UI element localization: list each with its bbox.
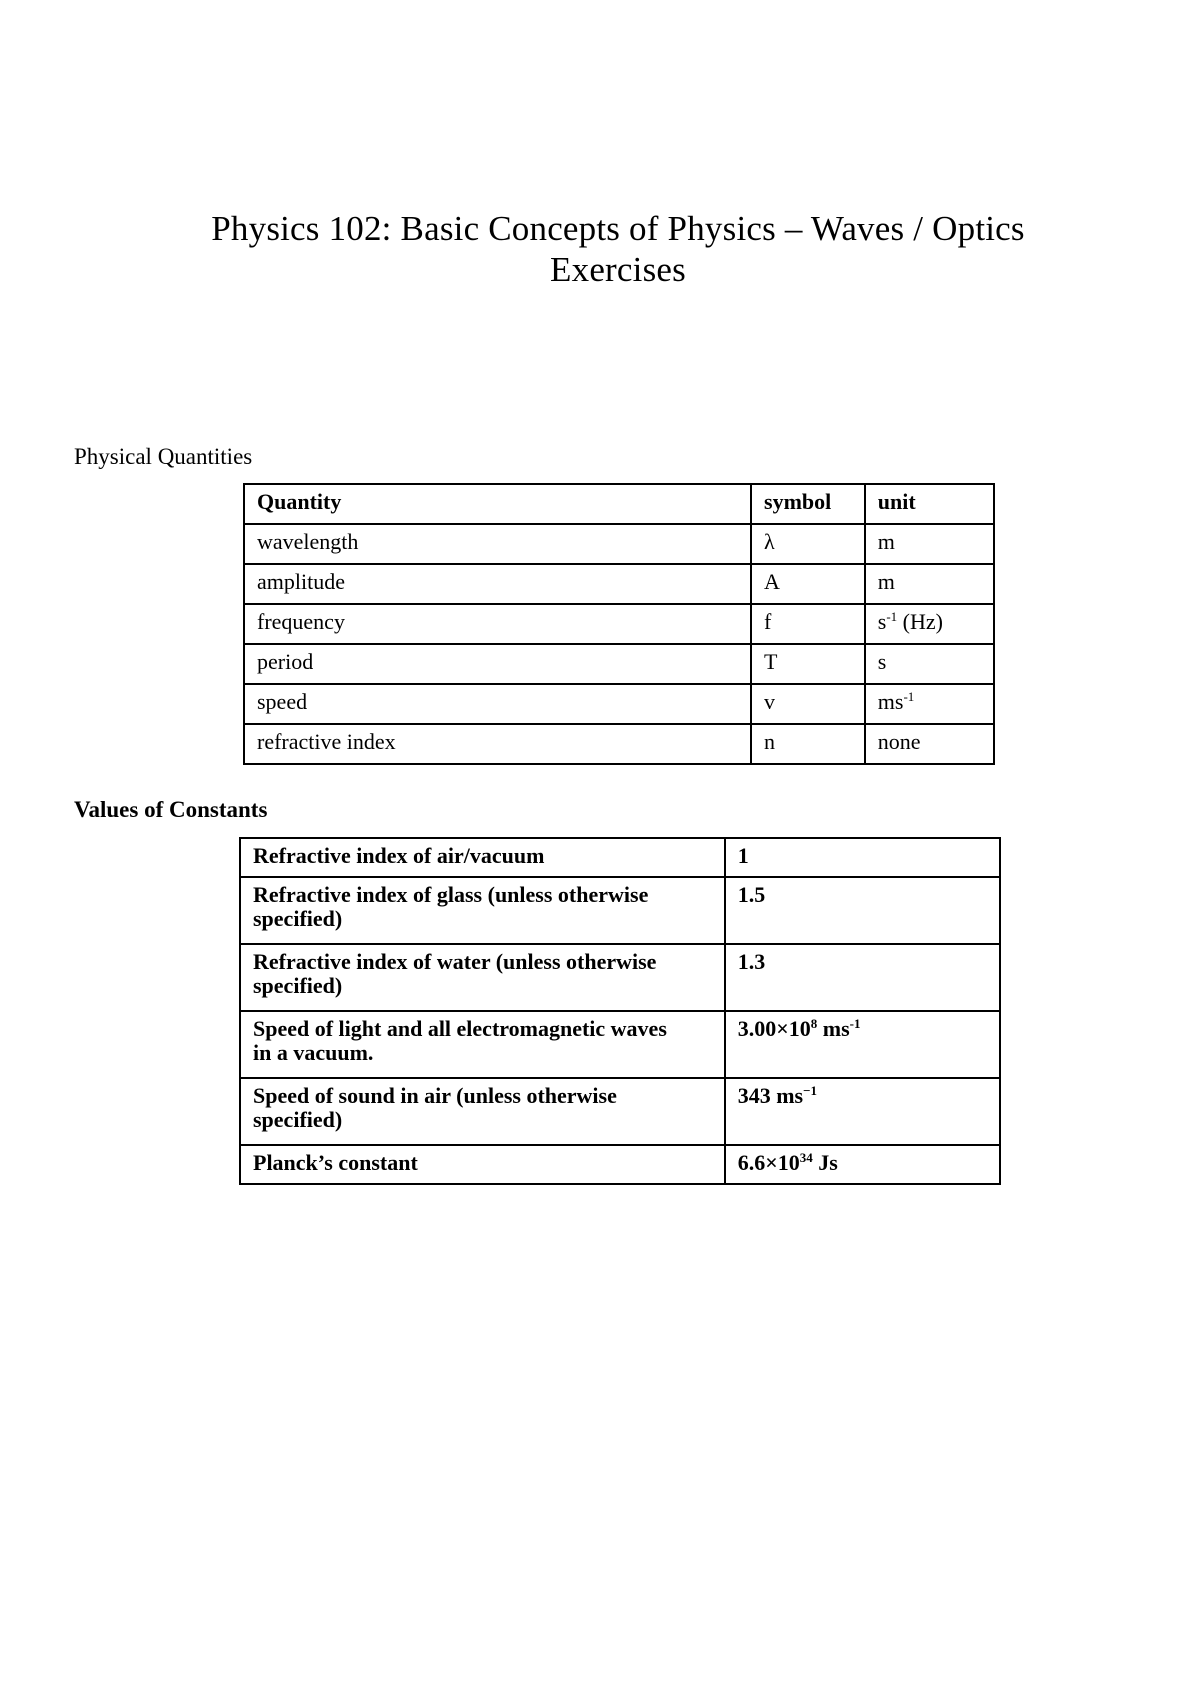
quantity-cell: speed <box>244 684 751 724</box>
constant-name-cell <box>240 838 725 877</box>
quantity-cell: wavelength <box>244 524 751 564</box>
constants-table <box>239 837 1001 1185</box>
unit-base: ms <box>877 689 904 714</box>
unit-cell <box>865 604 994 644</box>
constant-name-line: specified) <box>253 1107 343 1132</box>
constant-name-cell <box>240 877 725 944</box>
constant-name-line: Refractive index of air/vacuum <box>253 843 545 868</box>
table-row <box>240 1078 1000 1145</box>
table-row <box>244 524 994 564</box>
table-row <box>244 564 994 604</box>
quantity-cell: refractive index <box>244 724 751 764</box>
constant-name-line: in a vacuum. <box>253 1040 374 1065</box>
symbol-cell: A <box>751 564 865 604</box>
constant-name-line: Planck’s constant <box>253 1150 418 1175</box>
constant-name-line: Refractive index of glass (unless otherwise <box>253 882 649 907</box>
constant-name-cell <box>240 1078 725 1145</box>
constants-heading: Values of Constants <box>74 797 268 822</box>
physical-quantities-table <box>243 483 995 765</box>
value-exponent: 34 <box>799 1150 813 1165</box>
table-row <box>244 604 994 644</box>
value-base: 343 ms <box>737 1083 804 1108</box>
unit-base: m <box>877 569 895 594</box>
unit-cell <box>865 724 994 764</box>
table-header-row <box>244 484 994 524</box>
symbol-cell: f <box>751 604 865 644</box>
symbol-cell: λ <box>751 524 865 564</box>
table-row <box>244 644 994 684</box>
unit-cell <box>865 644 994 684</box>
constant-value-cell <box>725 1078 1000 1145</box>
value-unit: Js <box>812 1150 838 1175</box>
constant-name-line: specified) <box>253 906 343 931</box>
constant-value-cell <box>725 838 1000 877</box>
column-header-unit: unit <box>865 484 994 524</box>
physical-quantities-heading: Physical Quantities <box>74 444 253 469</box>
unit-suffix: (Hz) <box>897 609 943 634</box>
unit-base: s <box>877 609 887 634</box>
value-base: 1 <box>737 843 749 868</box>
table-row <box>244 684 994 724</box>
table-row <box>240 877 1000 944</box>
value-base: 3.00×10 <box>737 1016 811 1041</box>
table-row <box>244 724 994 764</box>
constant-value-cell <box>725 1011 1000 1078</box>
title-line-2: Exercises <box>550 250 686 289</box>
unit-exponent: -1 <box>886 609 898 624</box>
constant-value-cell <box>725 877 1000 944</box>
symbol-cell: n <box>751 724 865 764</box>
value-exponent: −1 <box>803 1083 818 1098</box>
symbol-cell: v <box>751 684 865 724</box>
symbol-cell: T <box>751 644 865 684</box>
constant-name-cell <box>240 1011 725 1078</box>
table-row <box>240 1011 1000 1078</box>
constant-name-line: Refractive index of water (unless otherwise <box>253 949 657 974</box>
quantity-cell: frequency <box>244 604 751 644</box>
value-base: 6.6×10 <box>737 1150 800 1175</box>
title-line-1: Physics 102: Basic Concepts of Physics – Waves / Optics <box>211 209 1025 248</box>
constant-name-cell <box>240 944 725 1011</box>
unit-cell <box>865 524 994 564</box>
unit-cell <box>865 564 994 604</box>
constant-name-line: Speed of light and all electromagnetic waves <box>253 1016 667 1041</box>
value-unit: ms <box>817 1016 850 1041</box>
unit-base: m <box>877 529 895 554</box>
value-base: 1.5 <box>737 882 766 907</box>
constant-value-cell <box>725 944 1000 1011</box>
constant-name-line: Speed of sound in air (unless otherwise <box>253 1083 617 1108</box>
constant-name-line: specified) <box>253 973 343 998</box>
quantity-cell: amplitude <box>244 564 751 604</box>
unit-exponent: -1 <box>903 689 915 704</box>
table-row <box>240 1145 1000 1184</box>
column-header-symbol: symbol <box>751 484 865 524</box>
column-header-quantity: Quantity <box>244 484 751 524</box>
table-row <box>240 944 1000 1011</box>
value-base: 1.3 <box>737 949 766 974</box>
value-unit-exponent: -1 <box>849 1016 861 1031</box>
value-exponent: 8 <box>810 1016 818 1031</box>
unit-cell <box>865 684 994 724</box>
unit-base: s <box>877 649 887 674</box>
document-title <box>0 208 1200 290</box>
unit-base: none <box>877 729 921 754</box>
table-row <box>240 838 1000 877</box>
quantity-cell: period <box>244 644 751 684</box>
constant-name-cell <box>240 1145 725 1184</box>
constant-value-cell <box>725 1145 1000 1184</box>
